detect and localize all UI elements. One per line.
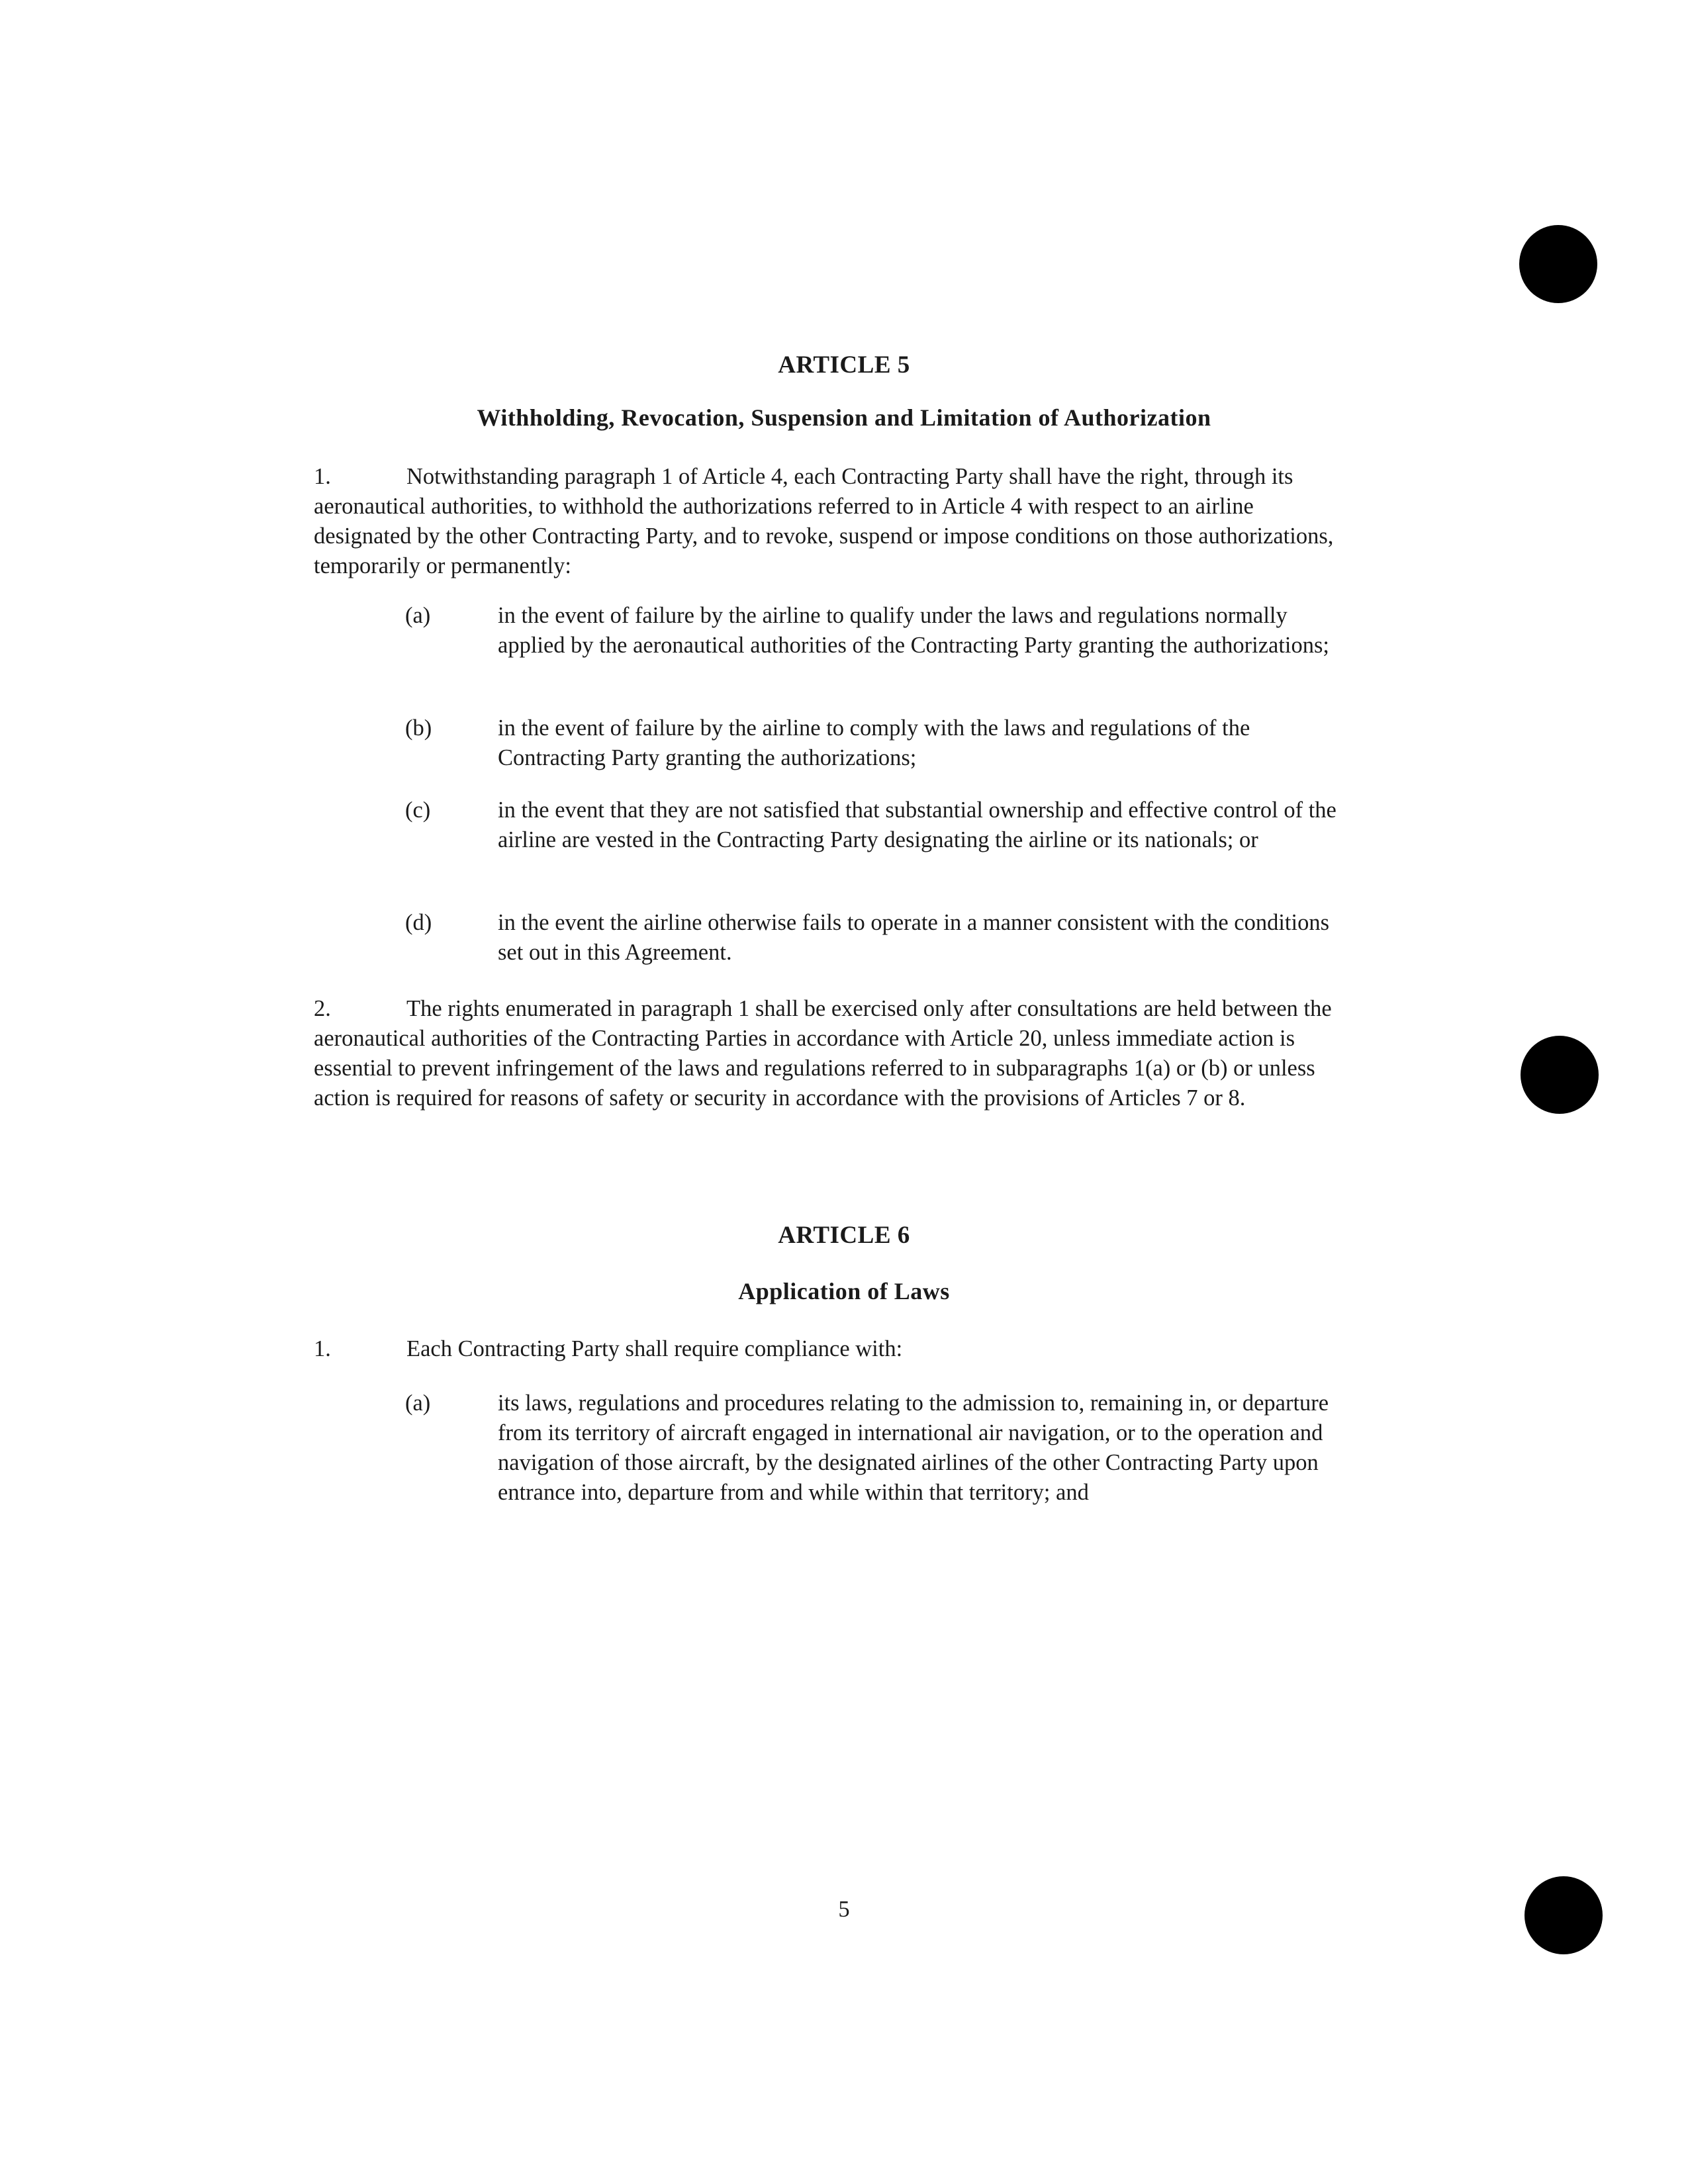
- paragraph-number: 1.: [314, 1336, 331, 1361]
- paragraph-number: 1.: [314, 464, 331, 489]
- article-6-heading: ARTICLE 6: [778, 1222, 910, 1249]
- item-label: (d): [405, 910, 432, 935]
- list-item: [405, 908, 1358, 968]
- item-label: (a): [405, 1390, 431, 1416]
- item-text: in the event the airline otherwise fails to operate in a manner consistent with the conditions set out in this Agreement.: [498, 910, 1330, 965]
- punch-hole-middle: [1521, 1036, 1599, 1114]
- article-5-paragraph-2: [314, 994, 1346, 1113]
- item-text: in the event of failure by the airline to comply with the laws and regulations of the Contracting Party granting the authorizations;: [498, 715, 1250, 770]
- paragraph-text: The rights enumerated in paragraph 1 shall be exercised only after consultations are held between the aeronautical authorities of the Contracting Parties in accordance with Article 20, unless immediate action is essential to prevent infringement of the laws and regulations referred to in subparagraphs 1(a) or (b) or unless action is required for reasons of safety or security in accordance with the provisions of Articles 7 or 8.: [314, 996, 1332, 1111]
- paragraph-text: Notwithstanding paragraph 1 of Article 4, each Contracting Party shall have the right, through its aeronautical authorities, to withhold the authorizations referred to in Article 4 with respect to an airline designated by the other Contracting Party, and to revoke, suspend or impose conditions on those authorizations, temporarily or permanently:: [314, 464, 1334, 578]
- list-item: [405, 713, 1358, 773]
- article-6-subheading: Application of Laws: [738, 1278, 950, 1304]
- item-label: (b): [405, 715, 432, 741]
- item-text: in the event of failure by the airline to qualify under the laws and regulations normally applied by the aeronautical authorities of the Contracting Party granting the authorizations;: [498, 603, 1329, 658]
- article-5-subheading: Withholding, Revocation, Suspension and Limitation of Authorization: [477, 404, 1211, 431]
- list-item: [405, 796, 1358, 855]
- list-item: [405, 1388, 1358, 1508]
- list-item: [405, 601, 1358, 660]
- paragraph-text: Each Contracting Party shall require compliance with:: [406, 1336, 903, 1361]
- article-5-heading: ARTICLE 5: [778, 351, 910, 379]
- item-label: (c): [405, 797, 431, 823]
- item-text: in the event that they are not satisfied that substantial ownership and effective control of the airline are vested in the Contracting Party designating the airline or its nationals; or: [498, 797, 1336, 852]
- article-5-paragraph-1: [314, 462, 1346, 581]
- paragraph-number: 2.: [314, 996, 331, 1021]
- item-label: (a): [405, 603, 431, 628]
- page-number: 5: [838, 1897, 850, 1922]
- punch-hole-top: [1519, 225, 1597, 303]
- item-text: its laws, regulations and procedures relating to the admission to, remaining in, or departure from its territory of aircraft engaged in international air navigation, or to the operation and navigation of those aircraft, by the designated airlines of the other Contracting Party upon entrance into, departure from and while within that territory; and: [498, 1390, 1329, 1505]
- article-6-paragraph-1: [314, 1334, 1346, 1364]
